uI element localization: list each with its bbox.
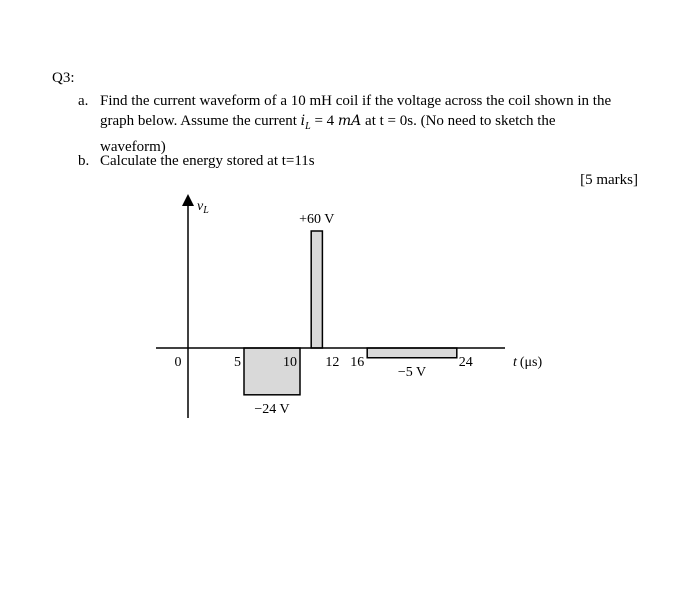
- segment-label-1: +60 V: [299, 212, 335, 227]
- segment-label-2: −5 V: [397, 364, 427, 380]
- segment-label-0: −24 V: [254, 401, 290, 417]
- x-axis-label-t: t: [513, 355, 517, 370]
- part-b-letter: b.: [78, 153, 90, 169]
- current-value: = 4: [310, 113, 338, 129]
- x-tick-label-10: 10: [283, 355, 297, 370]
- part-a-line1: Find the current waveform of a 10 mH coil if the voltage across the coil shown in the: [100, 93, 612, 109]
- current-symbol: i: [300, 113, 306, 129]
- x-axis-label: [513, 355, 543, 370]
- y-axis-label: [197, 199, 209, 216]
- part-a-line3: waveform): [100, 139, 166, 155]
- y-axis-label-main: v: [197, 199, 204, 214]
- x-tick-label-24: 24: [458, 355, 473, 370]
- x-tick-label-12: 12: [325, 355, 340, 370]
- waveform-segment-1: [311, 231, 322, 348]
- part-a-line2-pre: graph below. Assume the current: [100, 113, 301, 129]
- x-tick-label-5: 5: [234, 355, 241, 370]
- waveform-segment-2: [367, 348, 457, 358]
- question-label: Q3:: [52, 70, 75, 86]
- part-a-letter: a.: [78, 93, 89, 109]
- current-unit: mA: [337, 113, 362, 129]
- marks-label: [5 marks]: [580, 172, 638, 188]
- y-axis-label-sub: L: [203, 205, 209, 216]
- x-axis-label-unit: (μs): [519, 355, 543, 370]
- part-b-text: Calculate the energy stored at t=11s: [100, 153, 315, 169]
- origin-label: 0: [174, 355, 182, 370]
- current-subscript: L: [305, 121, 311, 132]
- x-tick-label-16: 16: [350, 355, 365, 370]
- part-a-line2-post: at t = 0s. (No need to sketch the: [361, 113, 556, 129]
